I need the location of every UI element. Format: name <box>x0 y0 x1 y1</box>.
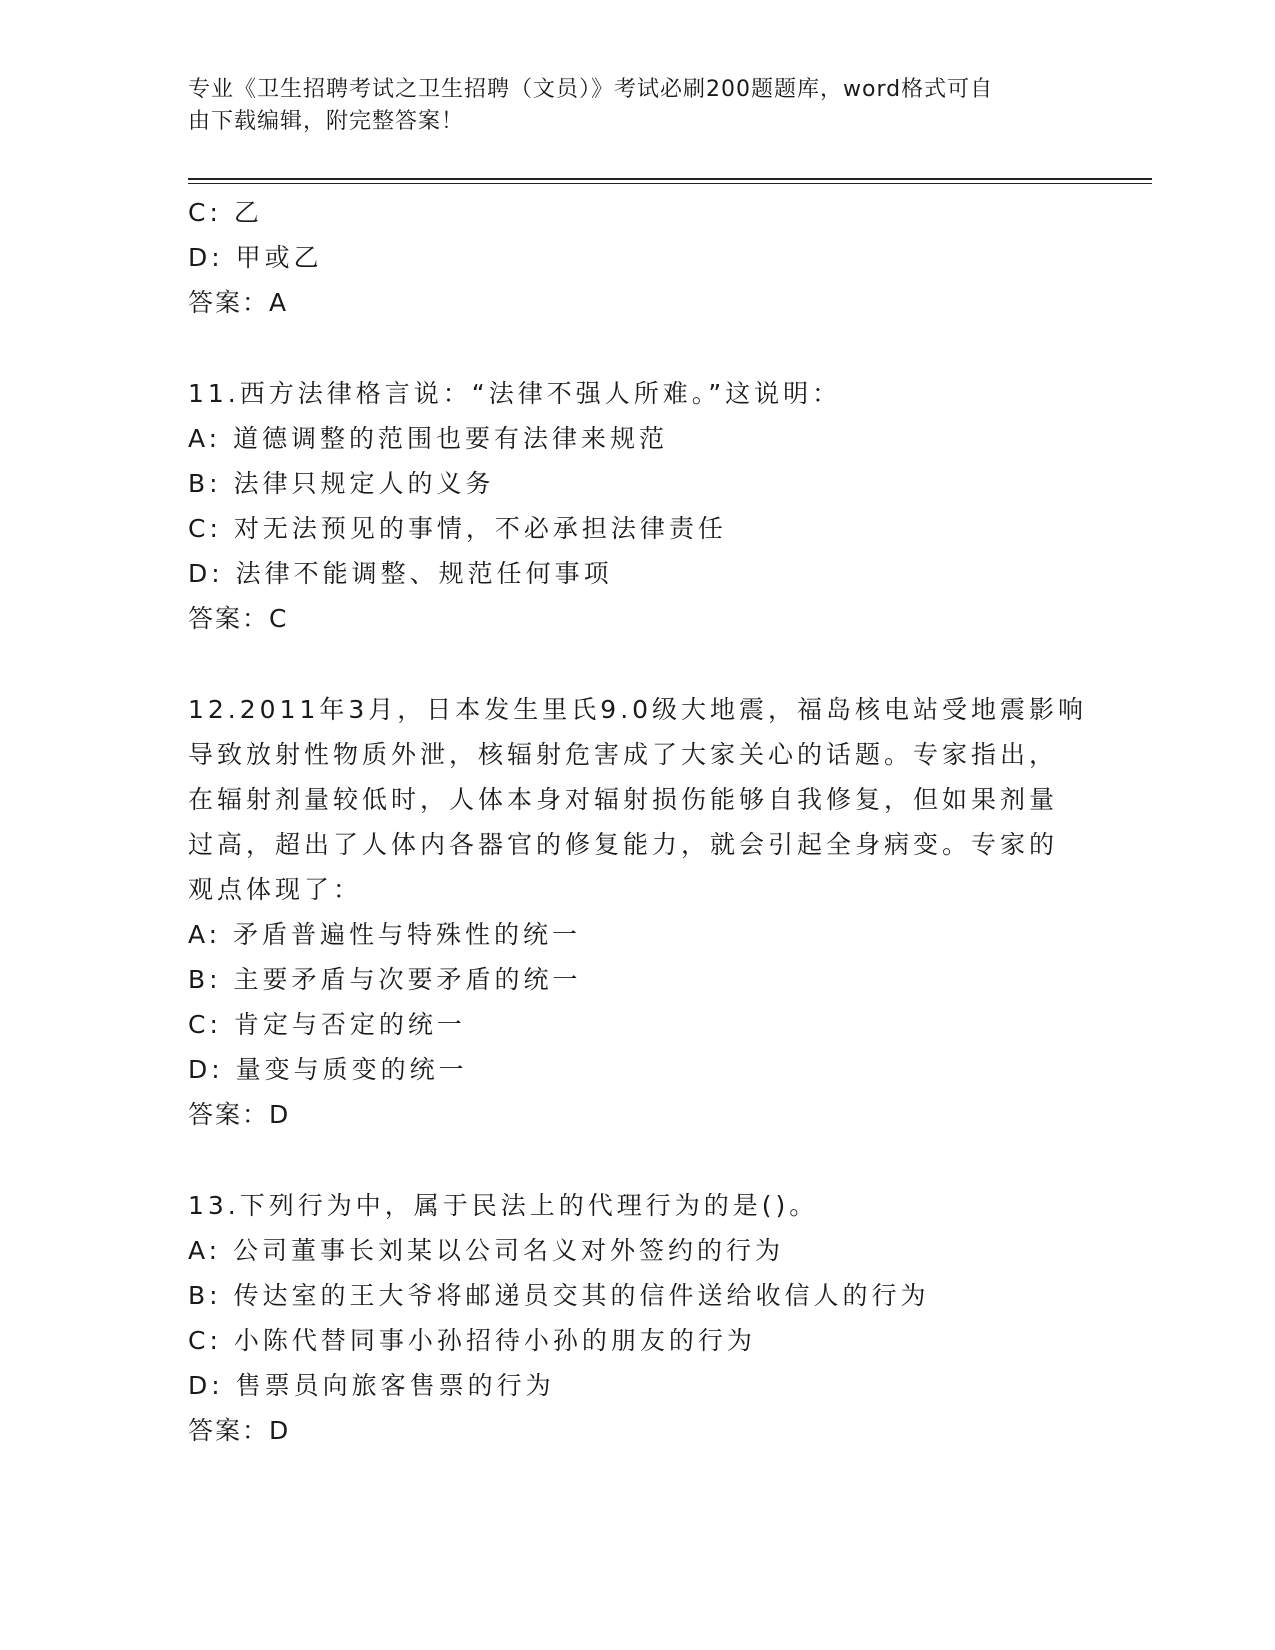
option-b: B: 法律只规定人的义务 <box>188 469 495 498</box>
answer-line: 答案：C <box>188 604 289 633</box>
document-header <box>188 74 1068 138</box>
question-11 <box>188 371 1088 641</box>
spacer <box>188 641 1088 687</box>
option-a: A: 矛盾普遍性与特殊性的统一 <box>188 920 582 949</box>
option-d: D: 法律不能调整、规范任何事项 <box>188 559 613 588</box>
header-title-line-2: 由下载编辑，附完整答案！ <box>188 109 465 134</box>
header-divider-thick <box>188 178 1152 180</box>
answer-line: 答案：D <box>188 1416 291 1445</box>
answer-line: 答案：A <box>188 288 289 317</box>
question-stem: 11.西方法律格言说：“法律不强人所难。”这说明： <box>188 379 842 408</box>
question-stem: 13.下列行为中，属于民法上的代理行为的是()。 <box>188 1191 819 1220</box>
option-d: D: 售票员向旅客售票的行为 <box>188 1371 555 1400</box>
question-stem-line: 在辐射剂量较低时，人体本身对辐射损伤能够自我修复，但如果剂量 <box>188 785 1059 814</box>
header-title-line-1: 专业《卫生招聘考试之卫生招聘（文员）》考试必刷200题题库，word格式可自 <box>188 77 994 102</box>
answer-line: 答案：D <box>188 1100 291 1129</box>
option-d: D: 量变与质变的统一 <box>188 1055 468 1084</box>
question-13 <box>188 1183 1088 1453</box>
question-stem-line: 导致放射性物质外泄，核辐射危害成了大家关心的话题。专家指出， <box>188 740 1059 769</box>
option-d: D: 甲或乙 <box>188 243 323 272</box>
question-12 <box>188 687 1088 1137</box>
question-stem-line: 过高，超出了人体内各器官的修复能力，就会引起全身病变。专家的 <box>188 830 1059 859</box>
document-body <box>188 190 1088 1453</box>
option-b: B: 传达室的王大爷将邮递员交其的信件送给收信人的行为 <box>188 1281 930 1310</box>
question-stem-line: 12.2011年3月，日本发生里氏9.0级大地震，福岛核电站受地震影响 <box>188 695 1088 724</box>
option-a: A: 道德调整的范围也要有法律来规范 <box>188 424 669 453</box>
option-c: C: 肯定与否定的统一 <box>188 1010 466 1039</box>
question-stem-line: 观点体现了： <box>188 875 363 904</box>
previous-question-tail <box>188 190 1088 325</box>
option-c: C: 乙 <box>188 198 263 227</box>
option-c: C: 对无法预见的事情，不必承担法律责任 <box>188 514 727 543</box>
option-c: C: 小陈代替同事小孙招待小孙的朋友的行为 <box>188 1326 756 1355</box>
header-divider-thin <box>188 183 1152 184</box>
option-b: B: 主要矛盾与次要矛盾的统一 <box>188 965 582 994</box>
spacer <box>188 325 1088 371</box>
spacer <box>188 1137 1088 1183</box>
option-a: A: 公司董事长刘某以公司名义对外签约的行为 <box>188 1236 785 1265</box>
